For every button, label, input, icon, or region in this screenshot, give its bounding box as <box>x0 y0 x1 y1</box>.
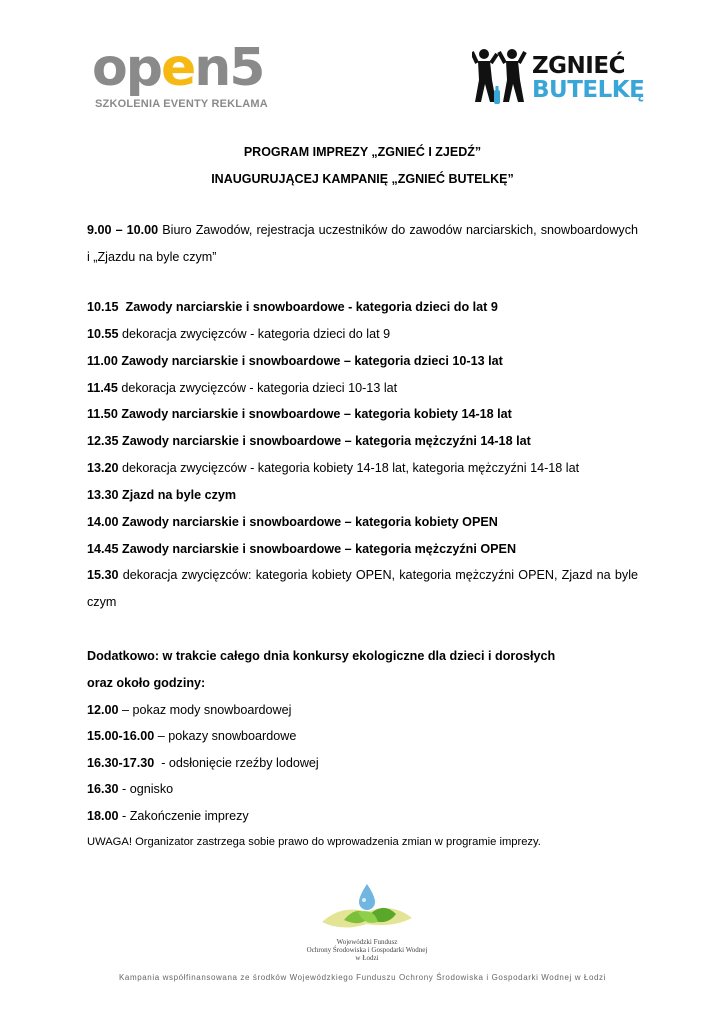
schedule-item: 10.55 dekoracja zwycięzców - kategoria dzieci do lat 9 <box>87 327 391 341</box>
water-drop-leaves-icon <box>282 882 452 938</box>
extra-item: 16.30 - ognisko <box>87 782 174 796</box>
wfosigw-logo <box>282 882 452 970</box>
zgniec-butelke-logo <box>472 46 647 110</box>
extra-item: 18.00 - Zakończenie imprezy <box>87 809 249 823</box>
extra-heading: Dodatkowo: w trakcie całego dnia konkursy ekologiczne dla dzieci i dorosłych <box>87 649 556 663</box>
zgniec-logo-line2: BUTELKĘ <box>532 77 645 103</box>
schedule-item: 11.00 Zawody narciarskie i snowboardowe – kategoria dzieci 10-13 lat <box>87 354 503 368</box>
open5-logo <box>92 38 268 114</box>
fund-name-line1: Wojewódzki Fundusz <box>336 938 398 946</box>
schedule-item: 11.45 dekoracja zwycięzców - kategoria dzieci 10-13 lat <box>87 381 398 395</box>
intro-text: Biuro Zawodów, rejestracja uczestników do zawodów narciarskich, snowboardowych i „Zjazdu na byle czym” <box>87 223 639 264</box>
schedule-item-final: 15.30 dekoracja zwycięzców: kategoria kobiety OPEN, kategoria mężczyźni OPEN, Zjazd na byle czym <box>87 568 638 609</box>
intro-paragraph <box>87 217 638 271</box>
schedule-item: 14.45 Zawody narciarskie i snowboardowe – kategoria mężczyźni OPEN <box>87 542 517 556</box>
schedule-item: 11.50 Zawody narciarskie i snowboardowe – kategoria kobiety 14-18 lat <box>87 407 512 421</box>
schedule-item: 10.15 Zawody narciarskie i snowboardowe - kategoria dzieci do lat 9 <box>87 300 498 314</box>
zgniec-logo-line1: ZGNIEĆ <box>532 53 625 79</box>
extra-item: 12.00 – pokaz mody snowboardowej <box>87 703 292 717</box>
extra-subheading: oraz około godziny: <box>87 676 206 690</box>
schedule-item: 13.20 dekoracja zwycięzców - kategoria kobiety 14-18 lat, kategoria mężczyźni 14-18 lat <box>87 461 580 475</box>
figures-icon <box>472 46 532 110</box>
schedule-item: 13.30 Zjazd na byle czym <box>87 488 237 502</box>
cofinancing-note: Kampania współfinansowana ze środków Wojewódzkiego Funduszu Ochrony Środowiska i Gospodarki Wodnej w Łodzi <box>118 973 607 982</box>
extra-item: 16.30-17.30 - odsłonięcie rzeźby lodowej <box>87 756 319 770</box>
open5-accent-letter: e <box>160 38 195 98</box>
open5-tagline: SZKOLENIA EVENTY REKLAMA <box>95 98 268 110</box>
intro-time: 9.00 – 10.00 <box>87 223 159 237</box>
schedule-item: 14.00 Zawody narciarskie i snowboardowe – kategoria kobiety OPEN <box>87 515 498 529</box>
program-title: PROGRAM IMPREZY „ZGNIEĆ I ZJEDŹ” <box>243 145 482 159</box>
open5-wordmark: open5 <box>92 38 264 98</box>
warning-note: UWAGA! Organizator zastrzega sobie prawo do wprowadzenia zmian w programie imprezy. <box>87 836 541 848</box>
schedule-item: 12.35 Zawody narciarskie i snowboardowe – kategoria mężczyźni 14-18 lat <box>87 434 531 448</box>
fund-name-line2: Ochrony Środowiska i Gospodarki Wodnej <box>306 946 428 954</box>
program-subtitle: INAUGURUJĄCEJ KAMPANIĘ „ZGNIEĆ BUTELKĘ” <box>211 172 514 186</box>
extra-item: 15.00-16.00 – pokazy snowboardowe <box>87 729 297 743</box>
fund-name-line3: w Łodzi <box>355 954 379 962</box>
